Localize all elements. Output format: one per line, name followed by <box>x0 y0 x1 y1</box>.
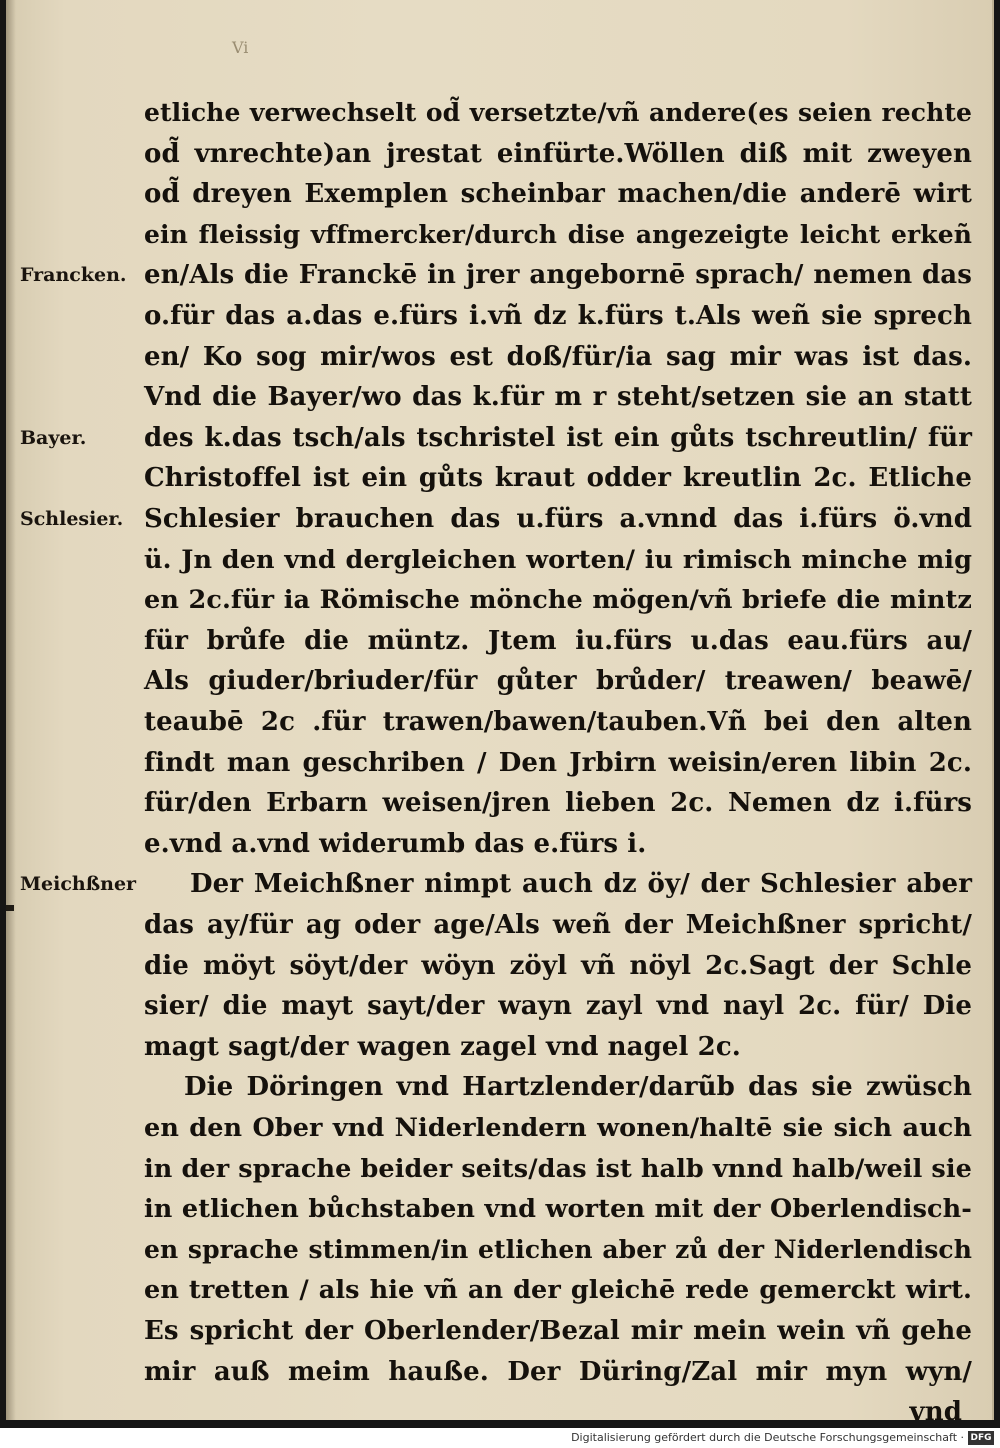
line-text: Schlesier brauchen das u.fürs a.vnnd das i.fürs ö.vnd <box>144 504 972 534</box>
line-text: etliche verwechselt od̃ versetzte/vñ andere(es seien rechte <box>144 98 972 127</box>
text-line <box>6 254 992 296</box>
text-line <box>6 214 992 256</box>
text-line <box>6 498 992 540</box>
text-line <box>6 904 992 946</box>
line-text: od̃ vnrechte)an jrestat einfürte.Wöllen diß mit zweyen <box>144 139 972 169</box>
line-text: Christoffel ist ein gůts kraut odder kreutlin 2c. Etliche <box>144 463 972 493</box>
text-line <box>6 173 992 215</box>
line-text: das ay/für ag oder age/Als weñ der Meichßner spricht/ <box>144 910 972 940</box>
text-line <box>6 945 992 987</box>
text-line <box>6 295 992 337</box>
line-text: en 2c.für ia Römische mönche mögen/vñ briefe die mintz <box>144 585 972 615</box>
text-line <box>6 1229 992 1271</box>
text-line <box>6 742 992 784</box>
line-text: Der Meichßner nimpt auch dz öy/ der Schlesier aber <box>190 869 972 899</box>
text-line <box>6 701 992 743</box>
footer-bar <box>0 1428 1000 1448</box>
text-line <box>6 457 992 499</box>
line-text: ü. Jn den vnd dergleichen worten/ iu rimisch minche mig <box>144 545 972 575</box>
text-line <box>6 1351 992 1393</box>
text-line <box>6 823 992 865</box>
line-text: ein fleissig vffmercker/durch dise angezeigte leicht erkeñ <box>144 220 972 249</box>
marginal-note: Francken. <box>20 264 127 286</box>
line-text: en/ Ko sog mir/wos est doß/für/ia sag mir was ist das. <box>144 342 972 372</box>
text-line <box>6 1310 992 1352</box>
line-text: Vnd die Bayer/wo das k.für m r steht/setzen sie an statt <box>144 382 972 412</box>
funding-credit: Digitalisierung gefördert durch die Deutsche Forschungsgemeinschaft · <box>571 1431 964 1444</box>
text-line <box>6 863 992 905</box>
text-line <box>6 336 992 378</box>
text-line <box>6 92 992 134</box>
text-line <box>6 133 992 175</box>
text-line <box>6 376 992 418</box>
text-line <box>6 1107 992 1149</box>
marginal-note: Bayer. <box>20 427 87 449</box>
text-line <box>6 539 992 581</box>
line-text: sier/ die mayt sayt/der wayn zayl vnd nayl 2c. für/ Die <box>144 991 972 1021</box>
line-text: in der sprache beider seits/das ist halb vnnd halb/weil sie <box>144 1154 972 1184</box>
marginal-note: Schlesier. <box>20 508 124 530</box>
line-text: en tretten / als hie vñ an der gleichē rede gemerckt wirt. <box>144 1275 972 1305</box>
line-text: mir auß meim hauße. Der Düring/Zal mir myn wyn/ <box>144 1357 972 1387</box>
text-line <box>6 1026 992 1068</box>
line-text: e.vnd a.vnd widerumb das e.fürs i. <box>144 829 647 859</box>
line-text: Die Döringen vnd Hartzlender/darũb das sie zwüsch <box>184 1072 972 1102</box>
line-text: magt sagt/der wagen zagel vnd nagel 2c. <box>144 1032 741 1062</box>
line-text: findt man geschriben / Den Jrbirn weisin/eren libin 2c. <box>144 748 972 778</box>
line-text: Es spricht der Oberlender/Bezal mir mein wein vñ gehe <box>144 1316 972 1346</box>
text-line <box>6 1188 992 1230</box>
text-line <box>6 1391 992 1420</box>
text-line <box>6 1066 992 1108</box>
marginal-note: Meichßner <box>20 873 137 895</box>
line-text: en den Ober vnd Niderlendern wonen/haltē sie sich auch <box>144 1113 972 1143</box>
text-line <box>6 782 992 824</box>
line-text: vnd <box>909 1397 962 1420</box>
dfg-logo-icon: DFG <box>968 1431 994 1445</box>
line-text: Als giuder/briuder/für gůter brůder/ treawen/ beawē/ <box>144 666 972 696</box>
text-line <box>6 1148 992 1190</box>
text-line <box>6 620 992 662</box>
line-text: teaubē 2c .für trawen/bawen/tauben.Vñ bei den alten <box>144 707 972 737</box>
line-text: en/Als die Franckē in jrer angebornē sprach/ nemen das <box>144 260 972 290</box>
folio-mark: Vi <box>232 38 249 57</box>
line-text: o.für das a.das e.fürs i.vñ dz k.fürs t.Als weñ sie sprech <box>144 301 972 331</box>
text-line <box>6 660 992 702</box>
text-line <box>6 1269 992 1311</box>
line-text: od̃ dreyen Exemplen scheinbar machen/die anderē wirt <box>144 179 972 209</box>
text-line <box>6 417 992 459</box>
line-text: für/den Erbarn weisen/jren lieben 2c. Nemen dz i.fürs <box>144 788 972 818</box>
book-page <box>6 0 994 1420</box>
line-text: en sprache stimmen/in etlichen aber zů der Niderlendisch <box>144 1235 972 1264</box>
text-line <box>6 579 992 621</box>
line-text: in etlichen bůchstaben vnd worten mit der Oberlendisch- <box>144 1194 972 1224</box>
line-text: die möyt söyt/der wöyn zöyl vñ nöyl 2c.Sagt der Schle <box>144 951 972 981</box>
line-text: des k.das tsch/als tschristel ist ein gůts tschreutlin/ für <box>144 423 972 453</box>
text-line <box>6 985 992 1027</box>
line-text: für brůfe die müntz. Jtem iu.fürs u.das eau.fürs au/ <box>144 626 972 656</box>
